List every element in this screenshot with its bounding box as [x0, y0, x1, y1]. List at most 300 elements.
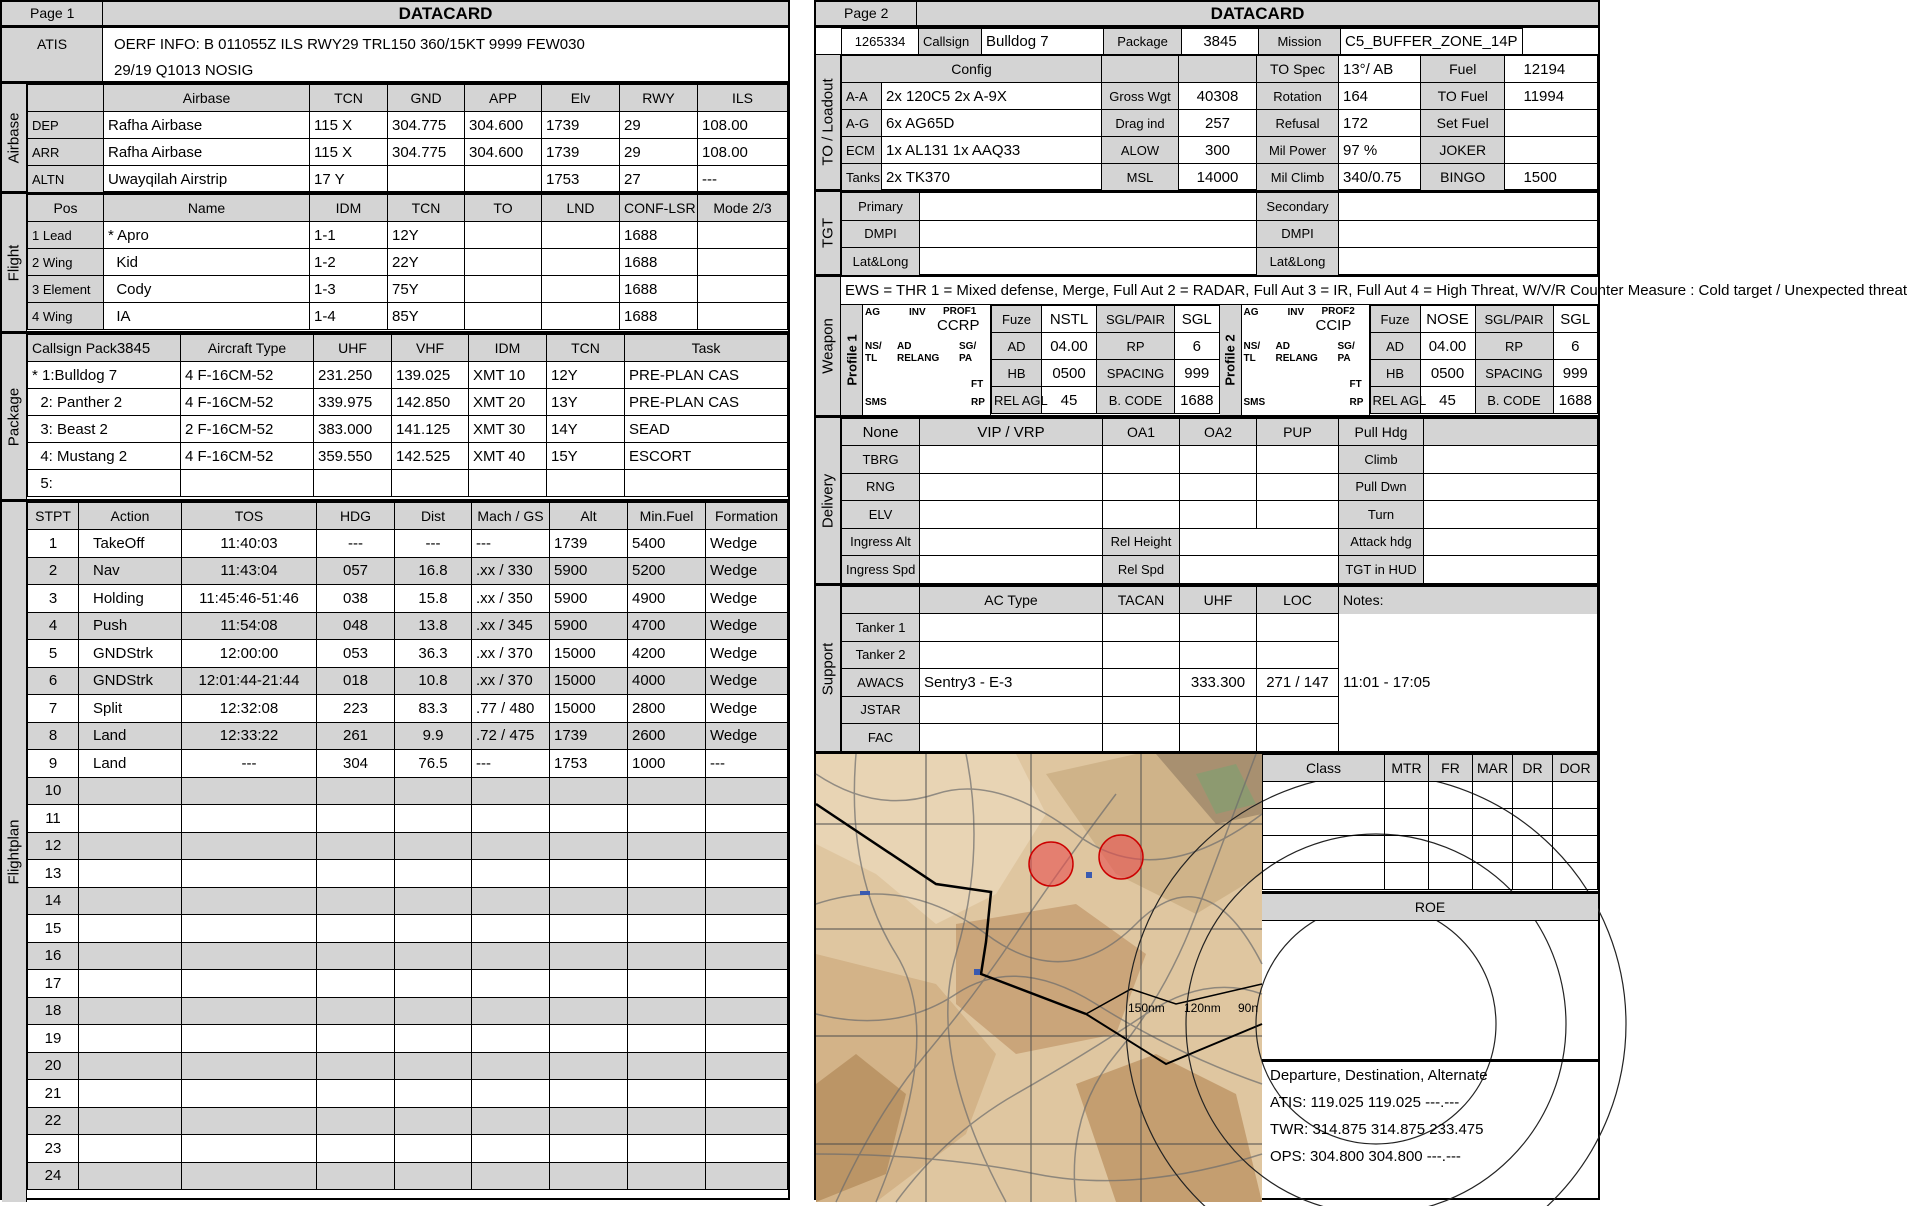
loadout-fuel-cell [1421, 83, 1598, 110]
flight-cell: 1-2 [310, 249, 388, 276]
weapon-label: Fuze [1370, 306, 1420, 333]
weapon-label: Fuze [992, 306, 1042, 333]
steerpoint-number: 11 [28, 805, 79, 833]
weapon-value: 04.00 [1042, 333, 1097, 360]
profile-mode-label: PROF1 [943, 306, 977, 317]
flightplan-cell: 15000 [550, 667, 628, 695]
roe-area [1262, 894, 1598, 1062]
flightplan-cell [706, 1135, 788, 1163]
flightplan-cell: Push [79, 612, 182, 640]
loadout-label: Mil Climb [1257, 164, 1339, 191]
threat-cell [1553, 809, 1598, 836]
support-header: Notes: [1339, 587, 1598, 614]
flight-side-label: Flight [2, 194, 27, 331]
flightplan-cell: 12:01:44-21:44 [182, 667, 317, 695]
threat-cell [1473, 836, 1513, 863]
support-header [842, 587, 920, 614]
loadout-value: 14000 [1179, 164, 1257, 191]
package-table [27, 334, 788, 497]
flightplan-cell: 11:54:08 [182, 612, 317, 640]
support-header: AC Type [920, 587, 1103, 614]
weapon-label: B. CODE [1475, 387, 1553, 414]
loadout-value: 164 [1339, 83, 1421, 110]
flightplan-cell [628, 1052, 706, 1080]
support-value [1180, 614, 1257, 642]
airbase-cell: 115 X [310, 112, 388, 139]
support-value [1103, 641, 1180, 669]
weapon-label: SPACING [1475, 360, 1553, 387]
flightplan-cell [395, 1025, 472, 1053]
flightplan-header: Dist [395, 503, 472, 530]
delivery-value [1103, 446, 1180, 474]
page-1-header [2, 2, 788, 28]
flightplan-header: Alt [550, 503, 628, 530]
flightplan-cell [79, 1135, 182, 1163]
steerpoint-number: 8 [28, 722, 79, 750]
fuel-label: Fuel [1421, 56, 1505, 82]
threat-cell [1473, 863, 1513, 890]
tgt-value [920, 220, 1257, 248]
flightplan-cell: 1739 [550, 530, 628, 558]
flightplan-cell [182, 1162, 317, 1190]
flight-cell: 1-4 [310, 303, 388, 330]
delivery-side-label: Delivery [816, 418, 841, 583]
flightplan-cell: 5400 [628, 530, 706, 558]
flightplan-cell: Wedge [706, 585, 788, 613]
callsign-value: Bulldog 7 [982, 29, 1104, 55]
flightplan-cell [706, 1162, 788, 1190]
package-label: Package [1104, 29, 1182, 55]
loadout-fuel-cell [1421, 137, 1598, 164]
flightplan-cell [706, 1107, 788, 1135]
weapon-value: 6 [1553, 333, 1598, 360]
loadout-value: 6x AG65D [882, 110, 1102, 137]
profile-mode: CCIP [1315, 317, 1352, 334]
page-label: Page 1 [2, 2, 103, 25]
mission-value: C5_BUFFER_ZONE_14P [1341, 29, 1523, 55]
flightplan-cell: 057 [317, 557, 395, 585]
notes-cell [1339, 724, 1598, 752]
flightplan-cell: .xx / 370 [472, 667, 550, 695]
flightplan-cell: 15000 [550, 640, 628, 668]
flightplan-cell [79, 832, 182, 860]
package-cell: 4 F-16CM-52 [181, 362, 314, 389]
profile-mode-label: RELANG [1275, 353, 1318, 364]
steerpoint-number: 10 [28, 777, 79, 805]
flight-cell [698, 222, 788, 249]
loadout-label: Gross Wgt [1102, 83, 1179, 110]
delivery-value [1103, 501, 1180, 529]
weapon-label: REL AGL [992, 387, 1042, 414]
weapon-value: 6 [1175, 333, 1220, 360]
threat-header: Class [1263, 755, 1385, 782]
flightplan-cell: 83.3 [395, 695, 472, 723]
delivery-value [1180, 446, 1257, 474]
tgt-label: Lat&Long [842, 248, 920, 276]
flightplan-cell: Split [79, 695, 182, 723]
loadout-value: 340/0.75 [1339, 164, 1421, 191]
delivery-value [1257, 446, 1339, 474]
flightplan-cell: 10.8 [395, 667, 472, 695]
profile-mode-label: RP [1349, 397, 1364, 408]
package-cell: 14Y [547, 416, 625, 443]
profile-mode-label: NS/ [1243, 341, 1261, 352]
threat-cell [1385, 836, 1429, 863]
profile-mode-label: SMS [865, 397, 887, 408]
weapon-label: AD [992, 333, 1042, 360]
flight-section [2, 194, 788, 334]
flightplan-cell [628, 970, 706, 998]
flightplan-cell: 1753 [550, 750, 628, 778]
flightplan-cell: 2800 [628, 695, 706, 723]
map-range-label-2: 120nm [1184, 1001, 1221, 1015]
flightplan-cell [628, 915, 706, 943]
package-cell [392, 470, 469, 497]
package-cell: 141.125 [392, 416, 469, 443]
flightplan-cell: 4000 [628, 667, 706, 695]
flight-cell [542, 303, 620, 330]
flightplan-cell: .xx / 350 [472, 585, 550, 613]
flightplan-cell: 12:32:08 [182, 695, 317, 723]
flightplan-cell [395, 970, 472, 998]
threat-cell [1473, 809, 1513, 836]
weapon-label: SGL/PAIR [1475, 306, 1553, 333]
tactical-map[interactable] [816, 754, 1262, 1202]
flightplan-cell [317, 915, 395, 943]
fuel-value: 12194 [1523, 61, 1566, 78]
flightplan-cell [395, 832, 472, 860]
flight-cell [465, 222, 542, 249]
flightplan-cell [317, 805, 395, 833]
airbase-header: GND [388, 85, 465, 112]
support-value: 333.300 [1180, 669, 1257, 697]
flight-header: TCN [388, 195, 465, 222]
flightplan-cell [472, 1025, 550, 1053]
weapon-value: 0500 [1042, 360, 1097, 387]
flightplan-cell [182, 777, 317, 805]
threat-cell [1553, 836, 1598, 863]
delivery-value [920, 528, 1103, 556]
package-cell: XMT 30 [469, 416, 547, 443]
profile-mode-label: NS/ [865, 341, 882, 352]
flightplan-cell [395, 1107, 472, 1135]
delivery-value [1424, 501, 1598, 529]
flightplan-cell [182, 970, 317, 998]
delivery-label: Rel Spd [1103, 556, 1180, 584]
flightplan-cell [550, 777, 628, 805]
airbase-side-label: Airbase [2, 84, 27, 191]
flightplan-table [27, 502, 788, 1190]
flightplan-cell: 36.3 [395, 640, 472, 668]
support-value [1103, 614, 1180, 642]
package-cell [625, 470, 788, 497]
package-section [2, 334, 788, 502]
flightplan-section [2, 502, 788, 1202]
loadout-side-label: TO / Loadout [816, 55, 841, 189]
steerpoint-number: 4 [28, 612, 79, 640]
threat-header: DOR [1553, 755, 1598, 782]
support-value [1257, 614, 1339, 642]
weapon-value: 1688 [1553, 387, 1598, 414]
flight-cell: 1688 [620, 222, 698, 249]
airbase-cell: 108.00 [698, 139, 788, 166]
support-value [1257, 696, 1339, 724]
flightplan-cell: 018 [317, 667, 395, 695]
flightplan-cell: 5200 [628, 557, 706, 585]
threat-class-table [1262, 754, 1598, 890]
tgt-label: DMPI [1257, 220, 1339, 248]
flightplan-cell: .xx / 330 [472, 557, 550, 585]
page-title: DATACARD [1210, 4, 1305, 23]
weapon-label: B. CODE [1097, 387, 1175, 414]
package-header: Aircraft Type [181, 335, 314, 362]
comms-atis: ATIS: 119.025 119.025 ---.--- [1270, 1094, 1460, 1111]
loadout-value: 300 [1179, 137, 1257, 164]
weapon-profile-2 [1220, 305, 1599, 415]
loadout-value: 2x 120C5 2x A-9X [882, 83, 1102, 110]
delivery-table [841, 418, 1598, 584]
package-header: IDM [469, 335, 547, 362]
weapon-value: 45 [1420, 387, 1475, 414]
delivery-label: Climb [1339, 446, 1424, 474]
profile-mode-label: FT [971, 379, 984, 390]
flightplan-cell [628, 832, 706, 860]
airbase-section [2, 84, 788, 194]
fuel-cell [1421, 56, 1598, 83]
threat-cell [1429, 809, 1473, 836]
flightplan-cell [472, 1052, 550, 1080]
flightplan-cell [395, 997, 472, 1025]
delivery-header: None [842, 419, 920, 446]
package-header: Task [625, 335, 788, 362]
weapon-value: 1688 [1175, 387, 1220, 414]
loadout-label: Refusal [1257, 110, 1339, 137]
steerpoint-number: 18 [28, 997, 79, 1025]
flightplan-cell [317, 860, 395, 888]
flightplan-cell [472, 777, 550, 805]
flightplan-cell: 13.8 [395, 612, 472, 640]
support-value [920, 724, 1103, 752]
steerpoint-number: 7 [28, 695, 79, 723]
profile-mode-label: PROF2 [1321, 306, 1355, 317]
flightplan-cell [182, 1135, 317, 1163]
profile-mode: CCRP [937, 317, 980, 334]
delivery-label: TBRG [842, 446, 920, 474]
flightplan-cell [395, 860, 472, 888]
flightplan-cell [317, 1162, 395, 1190]
profile-label: Profile 1 [841, 305, 863, 415]
flightplan-cell: 4700 [628, 612, 706, 640]
tgt-value [1339, 220, 1598, 248]
mission-label: Mission [1259, 29, 1341, 55]
flightplan-cell [550, 1052, 628, 1080]
flightplan-cell: 11:43:04 [182, 557, 317, 585]
profile-mode-label: TL [865, 353, 878, 364]
threat-cell [1385, 863, 1429, 890]
airbase-cell: 304.600 [465, 112, 542, 139]
loadout-value: 172 [1339, 110, 1421, 137]
flightplan-cell [182, 942, 317, 970]
flightplan-cell [550, 1080, 628, 1108]
flightplan-cell [317, 1107, 395, 1135]
flightplan-header: STPT [28, 503, 79, 530]
threat-class-area [1262, 754, 1598, 894]
flightplan-header: HDG [317, 503, 395, 530]
threat-cell [1385, 782, 1429, 809]
loadout-value: 2x TK370 [882, 164, 1102, 191]
map-range-label-3: 90n [1238, 1001, 1259, 1015]
atis-line-1: OERF INFO: B 011055Z ILS RWY29 TRL150 360/15KT 9999 FEW030 [114, 36, 585, 53]
config-label: Config [842, 56, 1102, 83]
flightplan-cell [628, 1162, 706, 1190]
flightplan-cell [550, 1025, 628, 1053]
loadout-label: Rotation [1257, 83, 1339, 110]
package-cell: 2 F-16CM-52 [181, 416, 314, 443]
support-value [1180, 696, 1257, 724]
delivery-header [1424, 419, 1598, 446]
support-value [1180, 724, 1257, 752]
profile-mode-box [863, 305, 991, 415]
profile-mode-label: INV [1287, 307, 1305, 318]
flight-cell [465, 303, 542, 330]
threat-cell [1473, 782, 1513, 809]
support-table [841, 586, 1598, 752]
delivery-label: Ingress Spd [842, 556, 920, 584]
threat-cell [1553, 863, 1598, 890]
page-label: Page 2 [816, 2, 917, 25]
weapon-label: SGL/PAIR [1097, 306, 1175, 333]
flightplan-cell [79, 997, 182, 1025]
airbase-cell [465, 166, 542, 193]
flight-cell: 1688 [620, 276, 698, 303]
weapon-value: 04.00 [1420, 333, 1475, 360]
threat-cell [1385, 809, 1429, 836]
support-header: LOC [1257, 587, 1339, 614]
flightplan-cell [550, 1135, 628, 1163]
flightplan-cell [395, 915, 472, 943]
flightplan-cell [79, 942, 182, 970]
to-spec-value: 13°/ AB [1339, 56, 1421, 83]
package-cell: 2: Panther 2 [28, 389, 181, 416]
steerpoint-number: 16 [28, 942, 79, 970]
config-blank [1179, 56, 1257, 83]
flight-cell [465, 276, 542, 303]
flightplan-cell [395, 805, 472, 833]
airbase-header: APP [465, 85, 542, 112]
flightplan-cell [472, 887, 550, 915]
package-number: 3845 [116, 339, 151, 357]
weapon-value: NSTL [1042, 306, 1097, 333]
weapon-value: 999 [1553, 360, 1598, 387]
flight-table [27, 194, 788, 330]
airbase-row-label: DEP [28, 112, 104, 139]
weapon-value: NOSE [1420, 306, 1475, 333]
flightplan-cell: 5900 [550, 585, 628, 613]
flightplan-cell [550, 887, 628, 915]
tgt-table [841, 192, 1598, 276]
profile-mode-box [1242, 305, 1370, 415]
mission-row [816, 28, 1598, 55]
flightplan-cell [550, 805, 628, 833]
flightplan-cell: 1739 [550, 722, 628, 750]
steerpoint-number: 3 [28, 585, 79, 613]
flightplan-cell: Land [79, 722, 182, 750]
flightplan-cell [79, 1107, 182, 1135]
flightplan-cell: 261 [317, 722, 395, 750]
flightplan-cell [706, 1052, 788, 1080]
package-header: UHF [314, 335, 392, 362]
package-cell: 4 F-16CM-52 [181, 389, 314, 416]
flightplan-cell [317, 777, 395, 805]
loadout-label: JOKER [1421, 137, 1505, 163]
profile-mode-label: RELANG [897, 353, 940, 364]
flightplan-cell: 16.8 [395, 557, 472, 585]
support-label: JSTAR [842, 696, 920, 724]
airbase-header: Elv [542, 85, 620, 112]
package-cell: XMT 40 [469, 443, 547, 470]
flight-pos: 3 Element [28, 276, 104, 303]
flightplan-cell [317, 942, 395, 970]
airbase-cell: 29 [620, 112, 698, 139]
flight-cell [542, 276, 620, 303]
steerpoint-number: 21 [28, 1080, 79, 1108]
flightplan-cell [182, 997, 317, 1025]
threat-cell [1429, 863, 1473, 890]
profile-mode-label: RP [971, 397, 985, 408]
flightplan-cell [317, 1080, 395, 1108]
airbase-header: TCN [310, 85, 388, 112]
threat-cell [1263, 809, 1385, 836]
flightplan-cell: 4900 [628, 585, 706, 613]
flight-header: Pos [28, 195, 104, 222]
delivery-label: Attack hdg [1339, 528, 1424, 556]
flightplan-cell: 12:00:00 [182, 640, 317, 668]
flightplan-cell [472, 832, 550, 860]
package-side-label: Package [2, 334, 27, 499]
flight-pos: 1 Lead [28, 222, 104, 249]
package-cell: 139.025 [392, 362, 469, 389]
delivery-value [1424, 528, 1598, 556]
flightplan-cell: Nav [79, 557, 182, 585]
airbase-cell: 1739 [542, 112, 620, 139]
loadout-value: 40308 [1179, 83, 1257, 110]
mission-id: 1265334 [842, 29, 919, 55]
support-header: TACAN [1103, 587, 1180, 614]
flightplan-cell [706, 997, 788, 1025]
flightplan-cell [182, 887, 317, 915]
flightplan-cell [395, 777, 472, 805]
flightplan-cell [79, 1052, 182, 1080]
comms-area [1262, 1062, 1598, 1198]
notes-cell [1339, 641, 1598, 669]
delivery-label: Ingress Alt [842, 528, 920, 556]
flight-cell: 1-3 [310, 276, 388, 303]
airbase-header [28, 85, 104, 112]
flightplan-cell: 76.5 [395, 750, 472, 778]
tgt-value [1339, 193, 1598, 221]
support-value [1257, 724, 1339, 752]
flight-cell: Kid [104, 249, 310, 276]
delivery-value [920, 473, 1103, 501]
profile-mode-label: AD [897, 341, 912, 352]
flightplan-side-label: Flightplan [2, 502, 27, 1202]
package-value: 3845 [1182, 29, 1259, 55]
flightplan-cell [550, 832, 628, 860]
support-value [920, 641, 1103, 669]
delivery-value [920, 446, 1103, 474]
atis-line-2: 29/19 Q1013 NOSIG [114, 62, 254, 79]
profile-label: Profile 2 [1220, 305, 1242, 415]
